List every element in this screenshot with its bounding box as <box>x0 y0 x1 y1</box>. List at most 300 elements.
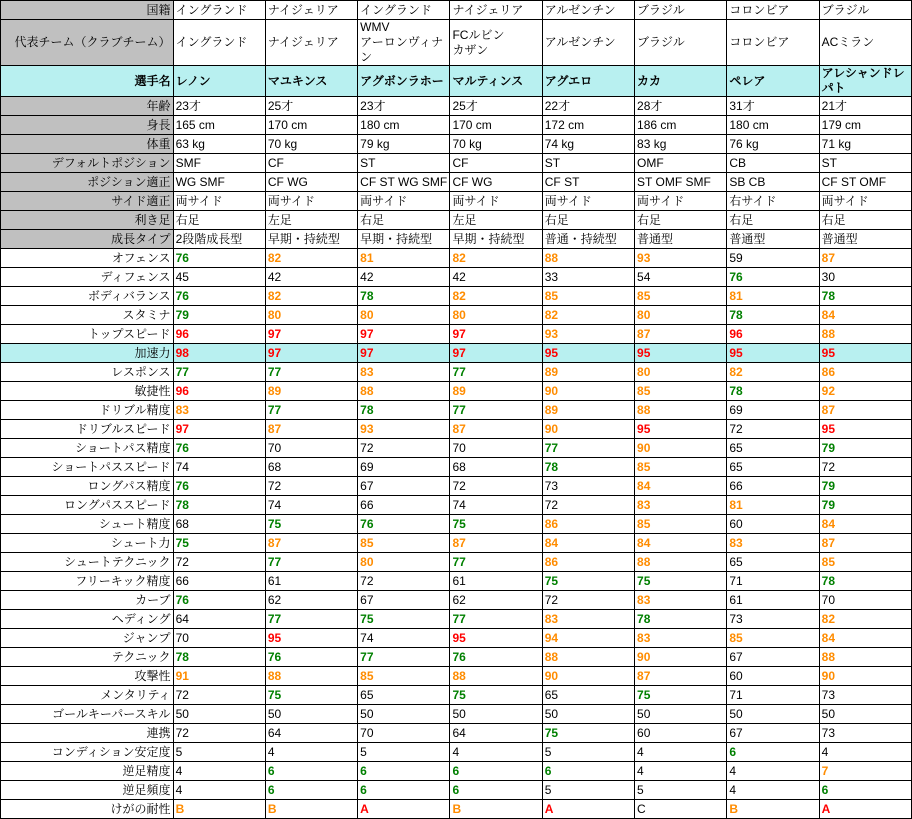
table-cell: ST <box>819 154 911 173</box>
table-cell: 90 <box>542 667 634 686</box>
table-row <box>1 230 912 249</box>
table-cell: 83 <box>542 610 634 629</box>
table-cell: 84 <box>819 515 911 534</box>
table-cell: 83 <box>727 534 819 553</box>
table-cell: 77 <box>265 363 357 382</box>
table-cell: 89 <box>450 382 542 401</box>
table-cell: 右足 <box>173 211 265 230</box>
table-cell: 97 <box>358 344 450 363</box>
table-cell: 50 <box>450 705 542 724</box>
table-cell: 23才 <box>358 97 450 116</box>
table-cell: 72 <box>819 458 911 477</box>
row-label: スタミナ <box>1 306 174 325</box>
table-cell <box>358 20 450 66</box>
table-cell: 65 <box>727 553 819 572</box>
table-cell: 83 <box>173 401 265 420</box>
table-cell: 67 <box>358 591 450 610</box>
table-cell: SB CB <box>727 173 819 192</box>
table-cell: 75 <box>173 534 265 553</box>
table-cell: 両サイド <box>173 192 265 211</box>
table-cell: 60 <box>727 667 819 686</box>
table-cell: 87 <box>265 420 357 439</box>
table-cell: 4 <box>635 743 727 762</box>
row-label: コンディション安定度 <box>1 743 174 762</box>
table-cell: 71 kg <box>819 135 911 154</box>
table-cell: 4 <box>727 762 819 781</box>
table-cell: 97 <box>450 325 542 344</box>
row-label: シュートテクニック <box>1 553 174 572</box>
table-row <box>1 439 912 458</box>
table-row <box>1 648 912 667</box>
table-cell: ナイジェリア <box>450 1 542 20</box>
table-cell: 88 <box>358 382 450 401</box>
table-cell: 4 <box>819 743 911 762</box>
row-label: 利き足 <box>1 211 174 230</box>
row-label: ジャンプ <box>1 629 174 648</box>
table-cell: 6 <box>450 781 542 800</box>
table-cell: アルゼンチン <box>542 1 634 20</box>
table-row <box>1 572 912 591</box>
table-cell: 94 <box>542 629 634 648</box>
table-cell: 83 <box>358 363 450 382</box>
table-cell: 84 <box>542 534 634 553</box>
table-cell: アグボンラホー <box>358 66 450 97</box>
table-cell: 85 <box>727 629 819 648</box>
table-cell: 右足 <box>727 211 819 230</box>
table-cell: 90 <box>542 420 634 439</box>
table-cell: 50 <box>358 705 450 724</box>
table-cell: A <box>819 800 911 819</box>
table-cell: 72 <box>173 686 265 705</box>
table-cell: 74 <box>265 496 357 515</box>
table-row <box>1 534 912 553</box>
table-cell: 両サイド <box>265 192 357 211</box>
row-label: シュート精度 <box>1 515 174 534</box>
table-cell: 5 <box>173 743 265 762</box>
row-label: ショートパス精度 <box>1 439 174 458</box>
table-cell: 73 <box>819 686 911 705</box>
table-cell: 75 <box>358 610 450 629</box>
table-cell: 82 <box>450 249 542 268</box>
table-cell: 97 <box>265 325 357 344</box>
table-cell: コロンビア <box>727 20 819 66</box>
table-cell: 71 <box>727 572 819 591</box>
table-cell: 6 <box>819 781 911 800</box>
table-cell: 25才 <box>450 97 542 116</box>
table-cell: 170 cm <box>450 116 542 135</box>
table-cell: 82 <box>450 287 542 306</box>
table-cell: 85 <box>358 667 450 686</box>
table-cell: ST OMF SMF <box>635 173 727 192</box>
row-label: 代表チーム（クラブチーム） <box>1 20 174 66</box>
table-cell: 67 <box>727 648 819 667</box>
table-cell: 81 <box>358 249 450 268</box>
table-cell: 95 <box>542 344 634 363</box>
table-cell: 61 <box>450 572 542 591</box>
table-cell: 70 kg <box>265 135 357 154</box>
table-cell: 76 <box>173 287 265 306</box>
table-cell: 4 <box>635 762 727 781</box>
table-cell: B <box>173 800 265 819</box>
table-cell: 77 <box>173 363 265 382</box>
table-cell: 90 <box>635 439 727 458</box>
row-label: ボディバランス <box>1 287 174 306</box>
table-cell: 87 <box>635 667 727 686</box>
row-label: 国籍 <box>1 1 174 20</box>
table-cell: 165 cm <box>173 116 265 135</box>
table-cell: 4 <box>173 762 265 781</box>
table-cell: 78 <box>819 287 911 306</box>
table-cell <box>819 66 911 97</box>
table-row <box>1 173 912 192</box>
table-cell: 88 <box>265 667 357 686</box>
table-cell: 66 <box>727 477 819 496</box>
table-cell: 72 <box>173 724 265 743</box>
table-cell: 78 <box>542 458 634 477</box>
table-row <box>1 382 912 401</box>
table-cell: 早期・持続型 <box>450 230 542 249</box>
table-cell: 77 <box>450 553 542 572</box>
table-cell: 75 <box>542 724 634 743</box>
table-row <box>1 116 912 135</box>
table-cell: 96 <box>173 325 265 344</box>
table-row <box>1 515 912 534</box>
table-cell: 85 <box>635 382 727 401</box>
row-label: 逆足精度 <box>1 762 174 781</box>
table-cell: 6 <box>265 762 357 781</box>
table-cell: 4 <box>450 743 542 762</box>
table-cell: 61 <box>265 572 357 591</box>
table-cell: 74 <box>173 458 265 477</box>
table-cell: 73 <box>542 477 634 496</box>
table-cell: 50 <box>265 705 357 724</box>
table-cell: 66 <box>173 572 265 591</box>
table-cell: 右サイド <box>727 192 819 211</box>
table-cell: 86 <box>542 515 634 534</box>
table-cell: SMF <box>173 154 265 173</box>
table-cell: レノン <box>173 66 265 97</box>
table-cell: 右足 <box>542 211 634 230</box>
table-cell: 80 <box>358 306 450 325</box>
table-cell: マユキンス <box>265 66 357 97</box>
table-cell: 84 <box>635 477 727 496</box>
table-row <box>1 458 912 477</box>
table-cell: 91 <box>173 667 265 686</box>
table-cell: 87 <box>265 534 357 553</box>
table-cell: 96 <box>173 382 265 401</box>
table-cell: 70 <box>819 591 911 610</box>
table-cell: 74 <box>450 496 542 515</box>
table-cell: イングランド <box>358 1 450 20</box>
table-cell: 84 <box>819 306 911 325</box>
table-cell: 76 <box>173 439 265 458</box>
table-cell: 82 <box>542 306 634 325</box>
table-cell: 普通型 <box>727 230 819 249</box>
row-label: デフォルトポジション <box>1 154 174 173</box>
table-cell: 65 <box>727 458 819 477</box>
table-cell: 97 <box>358 325 450 344</box>
table-cell: 70 kg <box>450 135 542 154</box>
table-cell: 89 <box>265 382 357 401</box>
table-cell: 88 <box>542 249 634 268</box>
table-row <box>1 1 912 20</box>
table-cell: 78 <box>819 572 911 591</box>
table-cell: ブラジル <box>635 20 727 66</box>
table-cell: ブラジル <box>635 1 727 20</box>
table-cell: 左足 <box>265 211 357 230</box>
table-cell: 170 cm <box>265 116 357 135</box>
table-cell: 83 <box>635 629 727 648</box>
table-cell: 50 <box>542 705 634 724</box>
row-label: 逆足頻度 <box>1 781 174 800</box>
table-cell: 79 <box>819 477 911 496</box>
table-cell: 73 <box>727 610 819 629</box>
table-cell: 76 <box>265 648 357 667</box>
row-label: 選手名 <box>1 66 174 97</box>
table-cell: 75 <box>265 515 357 534</box>
table-cell: 87 <box>819 249 911 268</box>
table-cell: 62 <box>450 591 542 610</box>
table-row <box>1 363 912 382</box>
table-row <box>1 781 912 800</box>
row-label: ゴールキーパースキル <box>1 705 174 724</box>
table-row <box>1 192 912 211</box>
table-cell: ナイジェリア <box>265 20 357 66</box>
table-cell: 50 <box>173 705 265 724</box>
table-cell: 50 <box>819 705 911 724</box>
table-cell: 77 <box>450 401 542 420</box>
row-label: サイド適正 <box>1 192 174 211</box>
table-cell: 72 <box>727 420 819 439</box>
table-cell: 54 <box>635 268 727 287</box>
table-cell: 右足 <box>635 211 727 230</box>
table-cell: 72 <box>358 572 450 591</box>
table-cell: ブラジル <box>819 1 911 20</box>
table-cell: CB <box>727 154 819 173</box>
table-cell: 25才 <box>265 97 357 116</box>
table-cell: 75 <box>635 686 727 705</box>
table-cell: 6 <box>450 762 542 781</box>
row-label: ポジション適正 <box>1 173 174 192</box>
table-cell: 6 <box>265 781 357 800</box>
table-cell: 80 <box>358 553 450 572</box>
table-cell: CF WG <box>265 173 357 192</box>
table-cell: 95 <box>265 629 357 648</box>
table-cell: 88 <box>635 401 727 420</box>
table-row <box>1 591 912 610</box>
table-cell: 82 <box>727 363 819 382</box>
table-cell: 7 <box>819 762 911 781</box>
table-cell: 74 <box>358 629 450 648</box>
table-cell: 97 <box>265 344 357 363</box>
table-cell: 75 <box>542 572 634 591</box>
cell-text: WMV アーロンヴィナン <box>360 20 444 64</box>
table-cell: 69 <box>727 401 819 420</box>
table-cell: 75 <box>635 572 727 591</box>
table-row <box>1 800 912 819</box>
table-cell: 5 <box>542 781 634 800</box>
table-cell: 76 <box>727 268 819 287</box>
table-row <box>1 610 912 629</box>
row-label: 敏捷性 <box>1 382 174 401</box>
table-cell: 93 <box>358 420 450 439</box>
row-label: カーブ <box>1 591 174 610</box>
table-cell: OMF <box>635 154 727 173</box>
table-row <box>1 724 912 743</box>
table-cell: 72 <box>265 477 357 496</box>
table-cell: 65 <box>542 686 634 705</box>
table-cell: 2段階成長型 <box>173 230 265 249</box>
row-label: けがの耐性 <box>1 800 174 819</box>
table-cell: ACミラン <box>819 20 911 66</box>
table-cell: 早期・持続型 <box>265 230 357 249</box>
table-cell: 90 <box>635 648 727 667</box>
table-cell: 両サイド <box>358 192 450 211</box>
table-cell: 70 <box>173 629 265 648</box>
table-row <box>1 211 912 230</box>
table-cell: 50 <box>635 705 727 724</box>
table-cell: 179 cm <box>819 116 911 135</box>
table-cell: B <box>265 800 357 819</box>
table-cell: C <box>635 800 727 819</box>
table-cell: 75 <box>265 686 357 705</box>
table-cell: カカ <box>635 66 727 97</box>
table-row <box>1 325 912 344</box>
table-cell: 5 <box>542 743 634 762</box>
table-cell: アルゼンチン <box>542 20 634 66</box>
table-cell: CF ST OMF <box>819 173 911 192</box>
table-cell: 85 <box>819 553 911 572</box>
row-label: 身長 <box>1 116 174 135</box>
table-cell: 82 <box>265 249 357 268</box>
table-row <box>1 553 912 572</box>
table-cell: 89 <box>542 363 634 382</box>
table-cell: 77 <box>265 553 357 572</box>
table-cell: 93 <box>635 249 727 268</box>
table-cell: A <box>358 800 450 819</box>
table-cell: 71 <box>727 686 819 705</box>
table-row <box>1 66 912 97</box>
table-cell: 82 <box>819 610 911 629</box>
row-label: 体重 <box>1 135 174 154</box>
table-cell: 23才 <box>173 97 265 116</box>
table-cell: 83 <box>635 591 727 610</box>
table-cell: 77 <box>450 363 542 382</box>
table-cell: 42 <box>358 268 450 287</box>
table-cell: 6 <box>542 762 634 781</box>
table-cell: 77 <box>358 648 450 667</box>
table-cell: 95 <box>450 629 542 648</box>
row-label: ロングパススピード <box>1 496 174 515</box>
table-cell: 85 <box>358 534 450 553</box>
table-cell: 68 <box>450 458 542 477</box>
table-cell: 60 <box>635 724 727 743</box>
table-cell: 76 kg <box>727 135 819 154</box>
table-cell: 80 <box>635 306 727 325</box>
table-cell: 79 kg <box>358 135 450 154</box>
table-cell: 97 <box>450 344 542 363</box>
table-cell: 76 <box>358 515 450 534</box>
table-cell: 79 <box>819 439 911 458</box>
table-cell: イングランド <box>173 20 265 66</box>
row-label: オフェンス <box>1 249 174 268</box>
table-cell: 67 <box>727 724 819 743</box>
table-cell: 30 <box>819 268 911 287</box>
table-cell: 両サイド <box>635 192 727 211</box>
table-cell: 72 <box>358 439 450 458</box>
table-cell: 83 kg <box>635 135 727 154</box>
table-cell: 64 <box>173 610 265 629</box>
table-cell: 64 <box>265 724 357 743</box>
table-cell: 86 <box>819 363 911 382</box>
row-label: ドリブル精度 <box>1 401 174 420</box>
table-cell: A <box>542 800 634 819</box>
table-cell: 88 <box>819 325 911 344</box>
table-cell: 普通・持続型 <box>542 230 634 249</box>
table-cell: 95 <box>819 420 911 439</box>
table-cell: 66 <box>358 496 450 515</box>
row-label: メンタリティ <box>1 686 174 705</box>
table-cell: 右足 <box>358 211 450 230</box>
table-cell: 4 <box>727 781 819 800</box>
table-cell: 82 <box>265 287 357 306</box>
table-cell: ST <box>542 154 634 173</box>
table-cell: 70 <box>265 439 357 458</box>
table-cell: 70 <box>358 724 450 743</box>
table-cell: 72 <box>173 553 265 572</box>
table-cell: 右足 <box>819 211 911 230</box>
table-cell: 96 <box>727 325 819 344</box>
table-cell: 68 <box>173 515 265 534</box>
table-cell: 21才 <box>819 97 911 116</box>
cell-text: FCルビン カザン <box>452 27 505 57</box>
table-cell: 81 <box>727 287 819 306</box>
table-cell: CF ST WG SMF <box>358 173 450 192</box>
table-cell: WG SMF <box>173 173 265 192</box>
table-cell: 80 <box>265 306 357 325</box>
table-cell: 62 <box>265 591 357 610</box>
table-cell: 88 <box>542 648 634 667</box>
table-cell: 180 cm <box>727 116 819 135</box>
table-cell: 98 <box>173 344 265 363</box>
row-label: シュート力 <box>1 534 174 553</box>
table-cell: ST <box>358 154 450 173</box>
table-cell: 42 <box>265 268 357 287</box>
row-label: ロングパス精度 <box>1 477 174 496</box>
table-cell: 59 <box>727 249 819 268</box>
table-cell: 90 <box>542 382 634 401</box>
table-cell: 76 <box>173 249 265 268</box>
table-cell: 6 <box>358 781 450 800</box>
table-row <box>1 401 912 420</box>
table-row <box>1 420 912 439</box>
table-row <box>1 306 912 325</box>
table-cell: 65 <box>358 686 450 705</box>
table-cell: 61 <box>727 591 819 610</box>
table-cell: 45 <box>173 268 265 287</box>
table-cell: 89 <box>542 401 634 420</box>
table-row <box>1 477 912 496</box>
table-cell: 67 <box>358 477 450 496</box>
cell-text: アレシャンドレ パト <box>821 66 905 95</box>
table-cell: 84 <box>819 629 911 648</box>
table-cell: 85 <box>542 287 634 306</box>
table-cell: 28才 <box>635 97 727 116</box>
table-cell: 78 <box>635 610 727 629</box>
table-cell: 95 <box>727 344 819 363</box>
table-row <box>1 743 912 762</box>
table-cell: 普通型 <box>819 230 911 249</box>
